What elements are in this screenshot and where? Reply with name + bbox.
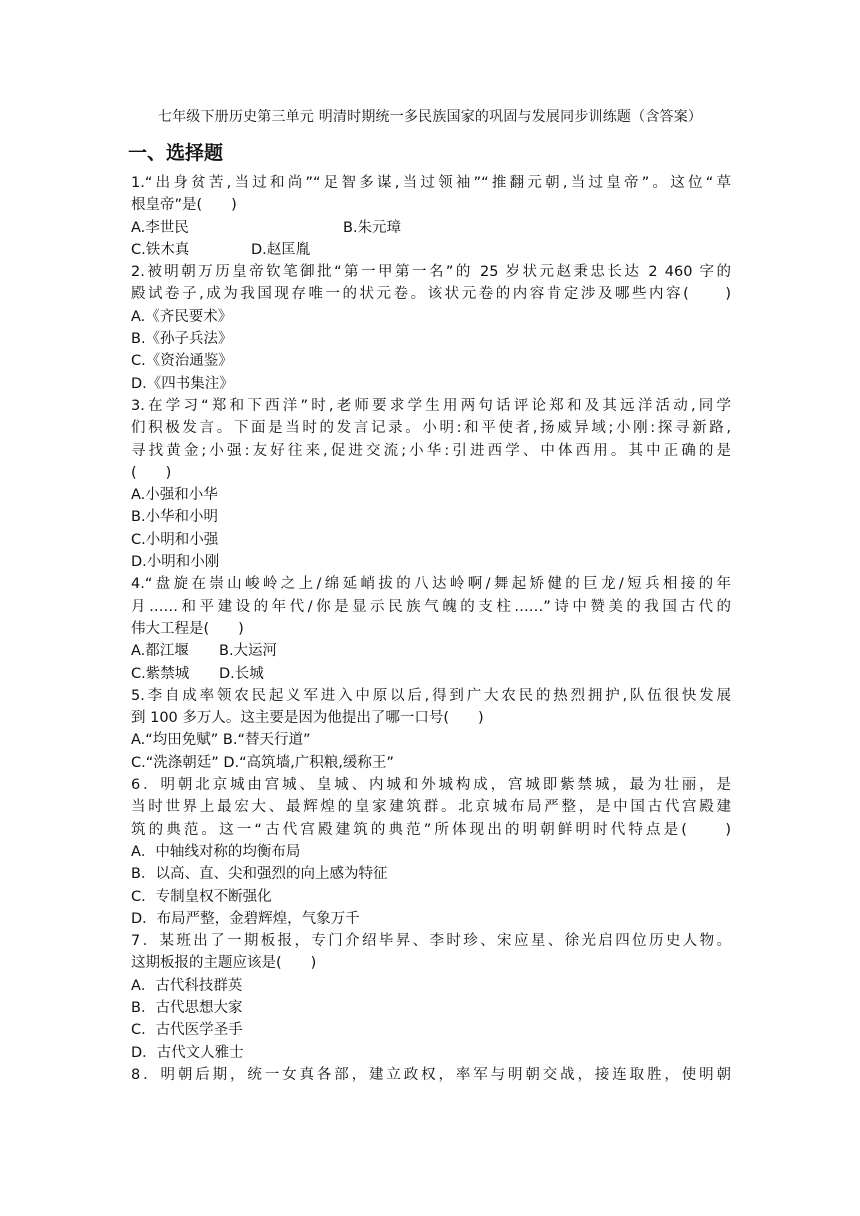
text-line [131, 640, 731, 662]
option-label: A.李世民 [131, 219, 189, 236]
text-line: 根皇帝”是( ) [131, 197, 237, 214]
text-line: B．以高、直、尖和强烈的向上感为特征 [131, 866, 388, 883]
text-line: A.《齐民要术》 [131, 308, 233, 325]
text-line: 8．明朝后期，统一女真各部，建立政权，率军与明朝交战，接连取胜，使明朝 [131, 1066, 731, 1083]
text-line: 4.“盘旋在崇山峻岭之上/绵延峭拔的八达岭啊/舞起矫健的巨龙/短兵相接的年 [131, 576, 731, 593]
text-line: 6．明朝北京城由宫城、皇城、内城和外城构成，宫城即紫禁城，最为壮丽，是 [131, 777, 731, 794]
option-label: C.铁木真 [131, 241, 190, 258]
text-line: 3.在学习“郑和下西洋”时,老师要求学生用两句话评论郑和及其远洋活动,同学 [131, 397, 731, 414]
text-line: A．中轴线对称的均衡布局 [131, 843, 301, 860]
text-line: 当时世界上最宏大、最辉煌的皇家建筑群。北京城布局严整，是中国古代宫殿建 [131, 799, 731, 816]
option-label: C.紫禁城 [131, 665, 190, 682]
text-line [131, 217, 731, 239]
document-title: 七年级下册历史第三单元 明清时期统一多民族国家的巩固与发展同步训练题（含答案） [157, 109, 703, 125]
text-line: C.“洗涤朝廷” D.“高筑墙,广积粮,缓称王” [131, 754, 394, 771]
text-line: 筑的典范。这一“古代宫殿建筑的典范”所体现出的明朝鲜明时代特点是( ) [131, 821, 731, 838]
question-body [131, 172, 731, 1086]
text-line: 1.“出身贫苦,当过和尚”“足智多谋,当过领袖”“推翻元朝,当过皇帝”。这位“草 [131, 175, 731, 191]
option-label: B.大运河 [219, 643, 278, 660]
text-line: D．古代文人雅士 [131, 1044, 244, 1061]
text-line: B.《孙子兵法》 [131, 331, 233, 348]
text-line: 7．某班出了一期板报，专门介绍毕昇、李时珍、宋应星、徐光启四位历史人物。 [131, 933, 731, 950]
option-label: B.朱元璋 [343, 219, 402, 236]
text-line: C.小明和小强 [131, 531, 219, 548]
text-line: A．古代科技群英 [131, 977, 243, 994]
text-line: C.《资治通鉴》 [131, 353, 233, 370]
text-line: B.小华和小明 [131, 509, 219, 526]
option-label: D.赵匡胤 [251, 241, 311, 258]
text-line [131, 239, 731, 261]
text-line [131, 663, 731, 685]
text-line: 这期板报的主题应该是( ) [131, 955, 317, 972]
section-heading: 一、选择题 [128, 142, 224, 164]
text-line: D.《四书集注》 [131, 375, 234, 392]
text-line: A.“均田免赋” B.“替天行道” [131, 732, 311, 749]
text-line: 到 100 多万人。这主要是因为他提出了哪一口号( ) [131, 710, 484, 727]
text-line: D．布局严整，金碧辉煌，气象万千 [131, 910, 360, 927]
text-line: B．古代思想大家 [131, 999, 243, 1016]
option-label: D.长城 [219, 665, 264, 682]
text-line: ( ) [131, 464, 172, 481]
option-label: A.都江堰 [131, 643, 189, 660]
text-line: 们积极发言。下面是当时的发言记录。小明:和平使者,扬威异域;小刚:探寻新路, [131, 420, 731, 437]
text-line: 2.被明朝万历皇帝钦笔御批“第一甲第一名”的 25 岁状元赵秉忠长达 2 460 字的 [131, 264, 731, 281]
text-line: 殿试卷子,成为我国现存唯一的状元卷。该状元卷的内容肯定涉及哪些内容( ) [131, 286, 731, 303]
text-line: C．专制皇权不断强化 [131, 888, 272, 905]
text-line: A.小强和小华 [131, 487, 218, 504]
text-line: C．古代医学圣手 [131, 1022, 243, 1039]
text-line: D.小明和小刚 [131, 554, 220, 571]
text-line: 月……和平建设的年代/你是显示民族气魄的支柱……”诗中赞美的我国古代的 [131, 598, 731, 615]
text-line: 寻找黄金;小强:友好往来,促进交流;小华:引进西学、中体西用。其中正确的是 [131, 442, 731, 459]
text-line: 5.李自成率领农民起义军进入中原以后,得到广大农民的热烈拥护,队伍很快发展 [131, 687, 731, 704]
text-line: 伟大工程是( ) [131, 620, 244, 637]
